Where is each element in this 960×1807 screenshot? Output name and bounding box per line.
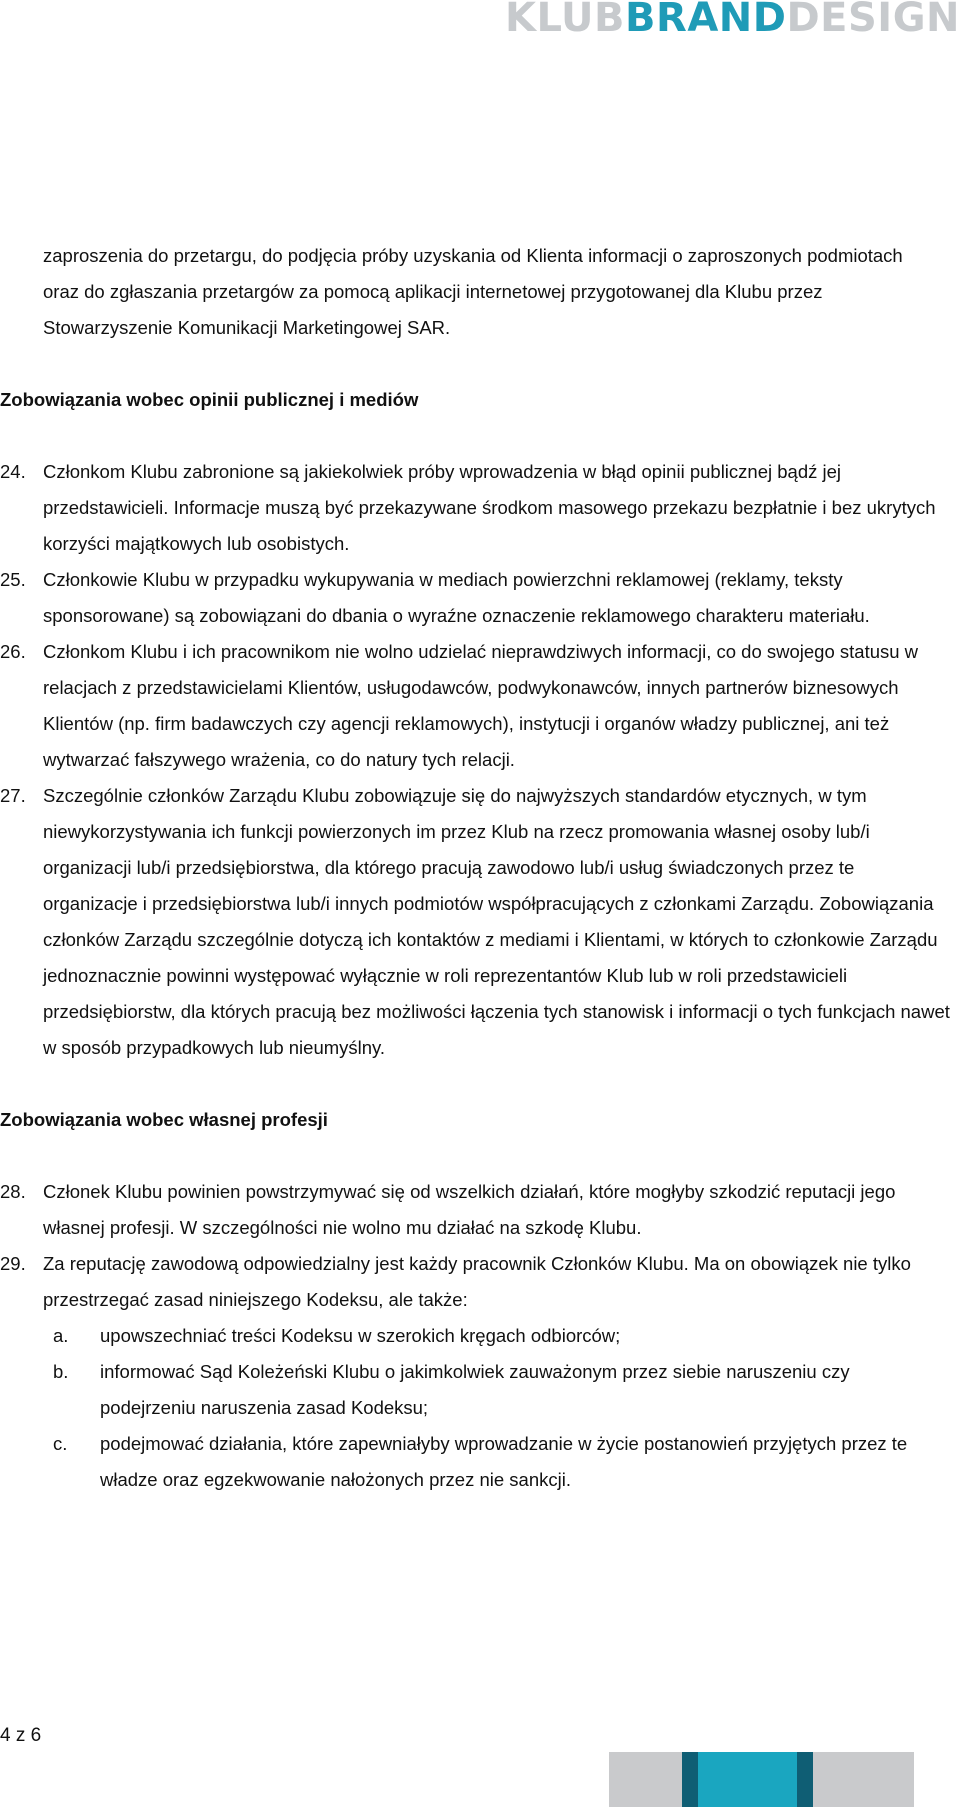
subitem-text: informować Sąd Koleżeński Klubu o jakimkolwiek zauważonym przez siebie naruszeniu czy podejrzeniu naruszenia zasad Kodeksu; [100,1361,850,1418]
numbered-list-public-media [0,454,960,1066]
sublist-item-a [43,1318,910,1354]
item-text: Za reputację zawodową odpowiedzialny jest każdy pracownik Członków Klubu. Ma on obowiązek nie tylko przestrzegać zasad niniejszego Kodeksu, ale także: [43,1253,911,1310]
item-number: 25. [0,569,26,590]
document-body [0,238,960,1534]
logo-part-klub: KLUB [505,0,626,34]
sublist-item-c [43,1426,910,1498]
section-heading-public-media: Zobowiązania wobec opinii publicznej i mediów [0,389,419,410]
lettered-sublist [43,1318,953,1498]
item-letter: b. [53,1361,69,1382]
lead-paragraph: zaproszenia do przetargu, do podjęcia próby uzyskania od Klienta informacji o zaproszonych podmiotach oraz do zgłaszania przetargów za pomocą aplikacji internetowej przygotowanej dla Klubu przez Stowarzyszenie Komunikacji Marketingowej SAR. [43,245,903,338]
item-text: Członkowie Klubu w przypadku wykupywania w mediach powierzchni reklamowej (reklamy, teksty sponsorowane) są zobowiązani do dbania o wyraźne oznaczenie reklamowego charakteru materiału. [43,569,870,626]
logo-part-brand: BRAND [625,0,787,34]
item-number: 29. [0,1253,26,1274]
numbered-list-own-profession [0,1174,960,1498]
item-number: 26. [0,641,26,662]
item-text: Członkom Klubu zabronione są jakiekolwiek próby wprowadzenia w błąd opinii publicznej bądź jej przedstawicieli. Informacje muszą być przekazywane środkom masowego przekazu bezpłatnie i bez ukrytych korzyści majątkowych lub osobistych. [43,461,936,554]
logo-part-design: DESIGN [786,0,960,34]
item-letter: a. [53,1325,69,1346]
subitem-text: upowszechniać treści Kodeksu w szerokich kręgach odbiorców; [100,1325,621,1346]
list-item-29 [0,1246,953,1498]
item-letter: c. [53,1433,68,1454]
footer-dark-stripe-right [797,1752,813,1807]
list-item-28 [0,1174,953,1246]
item-text: Członkom Klubu i ich pracownikom nie wolno udzielać nieprawdziwych informacji, co do swojego statusu w relacjach z przedstawicielami Klientów, usługodawców, podwykonawców, innych partnerów biznesowych Klientów (np. firm badawczych czy agencji reklamowych), instytucji i organów władzy publicznej, ani też wytwarzać fałszywego wrażenia, co do natury tych relacji. [43,641,919,770]
list-item-24 [0,454,953,562]
item-number: 27. [0,785,26,806]
list-item-26 [0,634,953,778]
section-heading-own-profession: Zobowiązania wobec własnej profesji [0,1109,328,1130]
footer-teal-block [698,1752,797,1807]
item-text: Członek Klubu powinien powstrzymywać się od wszelkich działań, które mogłyby szkodzić reputacji jego własnej profesji. W szczególności nie wolno mu działać na szkodę Klubu. [43,1181,896,1238]
footer-dark-stripe-left [682,1752,698,1807]
list-item-25 [0,562,953,634]
item-number: 28. [0,1181,26,1202]
sublist-item-b [43,1354,910,1426]
subitem-text: podejmować działania, które zapewniałyby wprowadzanie w życie postanowień przyjętych przez te władze oraz egzekwowanie nałożonych przez nie sankcji. [100,1433,908,1490]
item-text: Szczególnie członków Zarządu Klubu zobowiązuje się do najwyższych standardów etycznych, w tym niewykorzystywania ich funkcji powierzonych im przez Klub na rzecz promowania własnej osoby lub/i organizacji lub/i przedsiębiorstwa, dla którego pracują zawodowo lub/i usług świadczonych przez te organizacje i przedsiębiorstwa lub/i innych podmiotów współpracujących z członkami Zarządu. Zobowiązania członków Zarządu szczególnie dotyczą ich kontaktów z mediami i Klientami, w których to członkowie Zarządu jednoznacznie powinni występować wyłącznie w roli reprezentantów Klub lub w roli przedstawicieli przedsiębiorstw, dla których pracują bez możliwości łączenia tych stanowisk i informacji o tych funkcjach nawet w sposób przypadkowych lub nieumyślny. [43,785,950,1058]
list-item-27 [0,778,953,1066]
footer-decorative-bar [609,1752,914,1807]
page-number: 4 z 6 [0,1725,42,1746]
brand-logo [505,0,960,34]
item-number: 24. [0,461,26,482]
